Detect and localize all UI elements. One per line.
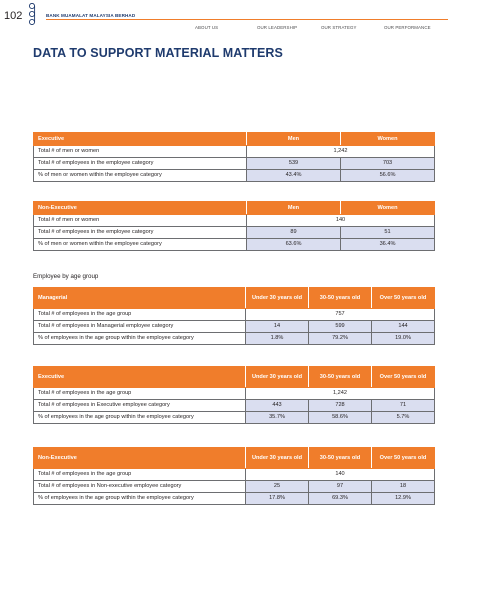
men-header: Men bbox=[247, 202, 341, 215]
combined-total: 1,242 bbox=[247, 145, 435, 157]
row-label: Total # of employees in the age group bbox=[34, 388, 246, 400]
table-row bbox=[34, 321, 435, 333]
table-row bbox=[34, 238, 435, 250]
nav-our-performance[interactable]: OUR PERFORMANCE bbox=[384, 25, 431, 30]
row-label: % of men or women within the employee category bbox=[34, 169, 247, 181]
table-row bbox=[34, 388, 435, 400]
row-label: % of employees in the age group within the employee category bbox=[34, 493, 246, 505]
nav-our-strategy[interactable]: OUR STRATEGY bbox=[321, 25, 357, 30]
under-30-pct: 1.8% bbox=[246, 333, 309, 345]
row-label: Total # of men or women bbox=[34, 214, 247, 226]
women-header: Women bbox=[341, 133, 435, 146]
over-50-count: 71 bbox=[372, 400, 435, 412]
under-30-count: 14 bbox=[246, 321, 309, 333]
under-30-pct: 17.8% bbox=[246, 493, 309, 505]
row-label: Total # of men or women bbox=[34, 145, 247, 157]
table-row bbox=[34, 214, 435, 226]
men-value: 63.6% bbox=[247, 238, 341, 250]
row-label: % of employees in the age group within the employee category bbox=[34, 412, 246, 424]
30-50-count: 728 bbox=[309, 400, 372, 412]
managerial-age-table bbox=[33, 287, 435, 345]
executive-age-table bbox=[33, 366, 435, 424]
30-50-header: 30-50 years old bbox=[309, 367, 372, 388]
table-row bbox=[34, 333, 435, 345]
table-header-row bbox=[34, 202, 435, 215]
header-divider bbox=[46, 19, 448, 20]
table-row bbox=[34, 309, 435, 321]
under-30-pct: 35.7% bbox=[246, 412, 309, 424]
under-30-header: Under 30 years old bbox=[246, 367, 309, 388]
page-title: DATA TO SUPPORT MATERIAL MATTERS bbox=[33, 46, 283, 60]
under-30-header: Under 30 years old bbox=[246, 448, 309, 469]
table-header-row bbox=[34, 367, 435, 388]
table-row bbox=[34, 481, 435, 493]
category-header: Executive bbox=[34, 367, 246, 388]
nav-our-leadership[interactable]: OUR LEADERSHIP bbox=[257, 25, 298, 30]
row-label: % of men or women within the employee category bbox=[34, 238, 247, 250]
row-label: Total # of employees in the age group bbox=[34, 309, 246, 321]
30-50-pct: 58.6% bbox=[309, 412, 372, 424]
men-value: 539 bbox=[247, 157, 341, 169]
30-50-pct: 69.3% bbox=[309, 493, 372, 505]
30-50-header: 30-50 years old bbox=[309, 448, 372, 469]
under-30-count: 25 bbox=[246, 481, 309, 493]
page-number: 102 bbox=[4, 10, 23, 22]
row-label: Total # of employees in Non-executive employee category bbox=[34, 481, 246, 493]
bank-name: BANK MUAMALAT MALAYSIA BERHAD bbox=[46, 13, 136, 18]
30-50-count: 97 bbox=[309, 481, 372, 493]
over-50-pct: 19.0% bbox=[372, 333, 435, 345]
bank-logo-icon bbox=[28, 3, 44, 25]
table-row bbox=[34, 157, 435, 169]
over-50-count: 18 bbox=[372, 481, 435, 493]
30-50-count: 599 bbox=[309, 321, 372, 333]
page-header bbox=[0, 0, 480, 30]
combined-total: 140 bbox=[247, 214, 435, 226]
age-group-total: 757 bbox=[246, 309, 435, 321]
women-value: 36.4% bbox=[341, 238, 435, 250]
category-header: Non-Executive bbox=[34, 202, 247, 215]
women-value: 51 bbox=[341, 226, 435, 238]
women-value: 56.6% bbox=[341, 169, 435, 181]
row-label: Total # of employees in Managerial employee category bbox=[34, 321, 246, 333]
over-50-pct: 12.9% bbox=[372, 493, 435, 505]
row-label: % of employees in the age group within the employee category bbox=[34, 333, 246, 345]
men-value: 89 bbox=[247, 226, 341, 238]
age-group-total: 140 bbox=[246, 469, 435, 481]
over-50-header: Over 50 years old bbox=[372, 448, 435, 469]
category-header: Non-Executive bbox=[34, 448, 246, 469]
table-header-row bbox=[34, 133, 435, 146]
row-label: Total # of employees in the employee category bbox=[34, 226, 247, 238]
table-row bbox=[34, 412, 435, 424]
table-header-row bbox=[34, 448, 435, 469]
row-label: Total # of employees in the employee category bbox=[34, 157, 247, 169]
nav-about-us[interactable]: ABOUT US bbox=[195, 25, 219, 30]
age-group-total: 1,242 bbox=[246, 388, 435, 400]
table-row bbox=[34, 469, 435, 481]
under-30-count: 443 bbox=[246, 400, 309, 412]
women-header: Women bbox=[341, 202, 435, 215]
table-row bbox=[34, 169, 435, 181]
women-value: 703 bbox=[341, 157, 435, 169]
non-executive-gender-table bbox=[33, 201, 435, 251]
over-50-header: Over 50 years old bbox=[372, 288, 435, 309]
age-group-section-label: Employee by age group bbox=[33, 273, 99, 280]
non-executive-age-table bbox=[33, 447, 435, 505]
30-50-header: 30-50 years old bbox=[309, 288, 372, 309]
over-50-header: Over 50 years old bbox=[372, 367, 435, 388]
category-header: Executive bbox=[34, 133, 247, 146]
table-header-row bbox=[34, 288, 435, 309]
row-label: Total # of employees in the age group bbox=[34, 469, 246, 481]
table-row bbox=[34, 400, 435, 412]
row-label: Total # of employees in Executive employee category bbox=[34, 400, 246, 412]
category-header: Managerial bbox=[34, 288, 246, 309]
30-50-pct: 79.2% bbox=[309, 333, 372, 345]
table-row bbox=[34, 145, 435, 157]
men-value: 43.4% bbox=[247, 169, 341, 181]
over-50-pct: 5.7% bbox=[372, 412, 435, 424]
men-header: Men bbox=[247, 133, 341, 146]
over-50-count: 144 bbox=[372, 321, 435, 333]
executive-gender-table bbox=[33, 132, 435, 182]
table-row bbox=[34, 226, 435, 238]
under-30-header: Under 30 years old bbox=[246, 288, 309, 309]
table-row bbox=[34, 493, 435, 505]
